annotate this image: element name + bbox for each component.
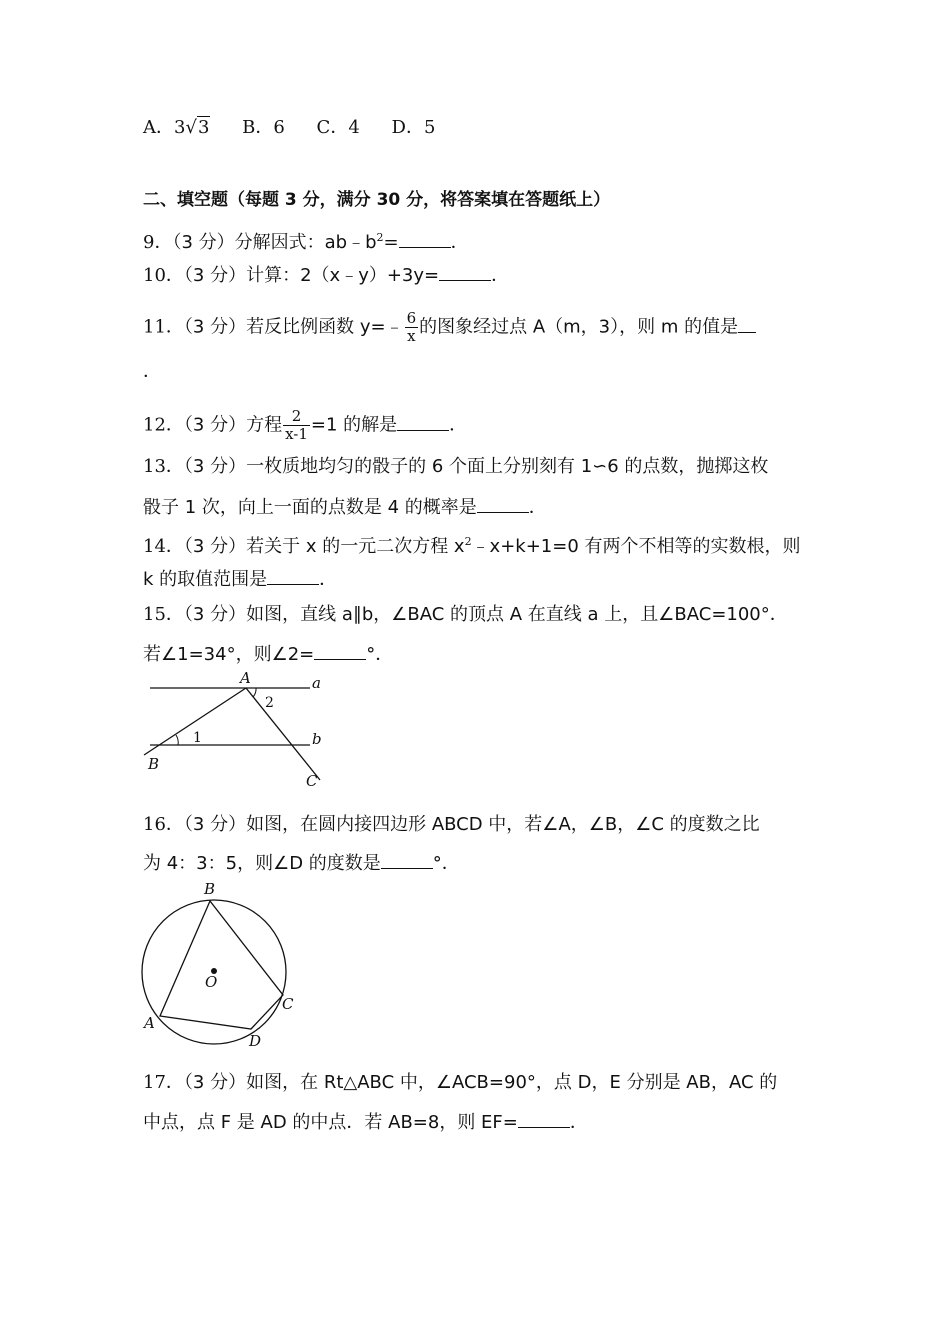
fraction-6-over-x: $\frac{6}{x}$ xyxy=(406,309,417,345)
answer-blank[interactable] xyxy=(314,641,366,660)
label-B: B xyxy=(204,880,216,898)
angle-2-arc xyxy=(253,688,256,697)
question-15-line2: 若∠1=34°，则∠2= °． xyxy=(143,641,393,667)
question-13: 13．（3 分）一枚质地均匀的骰子的 6 个面上分别刻有 1∽6 的点数，抛掷这枚 xyxy=(143,456,769,477)
section-2-title: 二、填空题（每题 3 分，满分 30 分，将答案填在答题纸上） xyxy=(143,190,611,210)
answer-blank[interactable] xyxy=(518,1109,570,1128)
label-A: A xyxy=(240,669,251,687)
angle-1-arc xyxy=(176,735,178,745)
label-O: O xyxy=(205,973,218,991)
label-A: A xyxy=(144,1014,155,1032)
question-16-line2: 为 4：3：5，则∠D 的度数是 °． xyxy=(143,850,460,876)
label-angle-2: 2 xyxy=(265,695,274,711)
question-14: 14．（3 分）若关于 x 的一元二次方程 $x^2﹣x+k+1=0$ 有两个不相等的实数根，则 xyxy=(143,535,801,557)
question-11: 11．（3 分）若反比例函数 y=﹣ $\frac{6}{x}$ 的图象经过点 A（m，3），则 m 的值是 xyxy=(143,310,756,345)
question-14-line2: k 的取值范围是 ． xyxy=(143,566,337,592)
label-a: a xyxy=(312,674,321,692)
question-9: 9．（3 分）分解因式：$ab﹣b^2=$ ． xyxy=(143,231,469,253)
option-a-value: 3√3 xyxy=(174,117,210,138)
question-12: 12．（3 分）方程 $\frac{2}{x-1}$ =1 的解是 ． xyxy=(143,407,468,443)
label-C: C xyxy=(282,995,294,1013)
label-C: C xyxy=(306,772,318,790)
option-b: B．6 xyxy=(242,117,285,138)
parallel-lines-figure xyxy=(138,668,338,793)
question-11-end: ． xyxy=(143,361,161,382)
question-10: 10．（3 分）计算：2（x﹣y）+3y= ． xyxy=(143,262,509,288)
question-17: 17．（3 分）如图，在 Rt△ABC 中，∠ACB=90°，点 D，E 分别是 AB，AC 的 xyxy=(143,1072,778,1093)
inscribed-quadrilateral-figure xyxy=(138,878,308,1053)
answer-blank[interactable] xyxy=(397,412,449,431)
answer-blank[interactable] xyxy=(738,314,756,333)
question-13-line2: 骰子 1 次，向上一面的点数是 4 的概率是 ． xyxy=(143,494,547,520)
fraction-2-over-x-minus-1: $\frac{2}{x-1}$ xyxy=(285,407,308,443)
option-a: A．3√3 xyxy=(143,117,210,138)
option-d: D．5 xyxy=(391,117,436,138)
label-b: b xyxy=(312,730,322,748)
question-17-line2: 中点，点 F 是 AD 的中点．若 AB=8，则 EF= ． xyxy=(143,1109,588,1135)
answer-blank[interactable] xyxy=(399,229,451,248)
q8-options xyxy=(143,116,435,140)
label-angle-1: 1 xyxy=(193,730,202,746)
label-B: B xyxy=(148,755,160,773)
answer-blank[interactable] xyxy=(477,494,529,513)
label-D: D xyxy=(249,1032,262,1050)
question-15: 15．（3 分）如图，直线 a∥b，∠BAC 的顶点 A 在直线 a 上，且∠BAC=100°． xyxy=(143,604,788,625)
segment-AC xyxy=(246,688,320,780)
option-c: C．4 xyxy=(316,117,360,138)
answer-blank[interactable] xyxy=(267,566,319,585)
answer-blank[interactable] xyxy=(381,850,433,869)
question-16: 16．（3 分）如图，在圆内接四边形 ABCD 中，若∠A，∠B，∠C 的度数之比 xyxy=(143,814,760,835)
answer-blank[interactable] xyxy=(439,262,491,281)
